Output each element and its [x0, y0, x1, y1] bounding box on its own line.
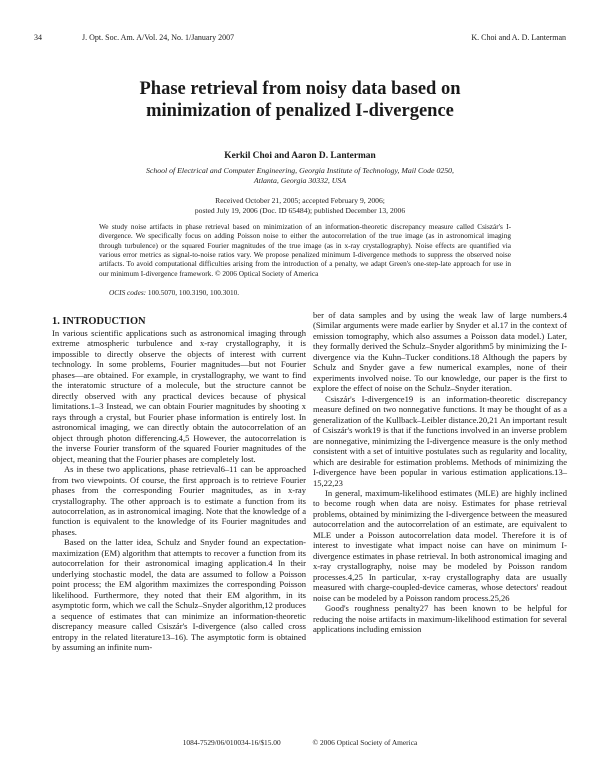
- left-paragraph: As in these two applications, phase retrieval6–11 can be approached from two viewpoints. Of course, the first approach is to retrieve Fourier phases from the corresponding Fourier magnitudes, as in x-ray crystallography. The other approach is to estimate a function from its autocorrelation, as in astronomical imaging. Note that the knowledge of a function is equivalent to the knowledge of its Fourier magnitudes and phases.: [52, 464, 306, 537]
- footer-issn: 1084-7529/06/010034-16/$15.00: [182, 738, 281, 747]
- affiliation-line-1: School of Electrical and Computer Engineering, Georgia Institute of Technology, Mail Code 0250,: [145, 166, 454, 175]
- right-paragraph: ber of data samples and by using the weak law of large numbers.4 (Similar arguments were made earlier by Snyder et al.17 in the context of emission tomography, which also assumes a Poisson data model.) Later, they formally derived the Schulz–Snyder algorithm5 by minimizing the I-divergence via the Kuhn–Tucker conditions.18 Although the papers by Schulz and Snyder gave a few numerical examples, none of their experiments involved noise. To our knowledge, our paper is the first to explore the effect of noise on the Schulz–Snyder iteration.: [313, 310, 567, 394]
- author-list: Kerkil Choi and Aaron D. Lanterman: [224, 151, 376, 161]
- right-column: [313, 310, 567, 635]
- affiliation-line-2: Atlanta, Georgia 30332, USA: [253, 176, 347, 185]
- publication-dates: [60, 196, 540, 216]
- abstract: We study noise artifacts in phase retrieval based on minimization of an information-theoretic discrepancy measure called Csiszár's I-divergence. We specifically focus on adding Poisson noise to either the autocorrelation of the true image (as in astronomical imaging through turbulence) or the squared Fourier magnitudes of the true image (as in x-ray crystallography). Noise effects are quantified via various error metrics as signal-to-noise ratios vary. We propose penalized minimum I-divergence methods to suppress the observed noise artifacts. To avoid computational difficulties arising from the introduction of a penalty, we adapt Green's one-step-late approach for use in our minimum I-divergence framework. © 2006 Optical Society of America: [99, 222, 511, 278]
- ocis-label: OCIS codes:: [109, 288, 147, 297]
- left-paragraph: In various scientific applications such as astronomical imaging through extreme atmospheric turbulence and x-ray crystallography, it is impossible to directly observe the objects of interest with current technology. In some problems, Fourier magnitudes—but not Fourier phases—are obtained. For example, in crystallography, we want to find the interatomic structure of a molecule, but the structure cannot be directly observed with any practical devices because of physical limitations.1–3 Instead, we can obtain Fourier magnitudes by shooting x rays through a crystal, but Fourier phase information is entirely lost. In astronomical imaging, we can directly obtain the autocorrelation of an object through photon differencing.4,5 However, the autocorrelation is the inverse Fourier transform of the squared Fourier magnitudes of the object, meaning that the Fourier phases are completely lost.: [52, 328, 306, 464]
- ocis-codes: [109, 288, 239, 297]
- left-column: [52, 316, 306, 653]
- page-number: 34: [34, 33, 42, 42]
- title-line-1: Phase retrieval from noisy data based on: [139, 79, 461, 99]
- title-line-2: minimization of penalized I-divergence: [146, 101, 454, 121]
- footer-copyright: © 2006 Optical Society of America: [312, 738, 418, 747]
- ocis-values: 100.5070, 100.3190, 100.3010.: [146, 288, 240, 297]
- dates-line-2: posted July 19, 2006 (Doc. ID 65484); published December 13, 2006: [194, 206, 406, 215]
- affiliation: [60, 166, 540, 186]
- right-paragraph: In general, maximum-likelihood estimates (MLE) are highly inclined to become rough when data are noisy. Estimates for phase retrieval problems, obtained by minimizing the I-divergence between the measured autocorrelation and the autocorrelation of an estimate, are equivalent to MLE under a Poisson autocorrelation data model. Therefore it is of interest to investigate what impact noise can have on minimum I-divergence estimates in phase retrieval. In both astronomical imaging and x-ray crystallography, noise may be modeled by Poisson random processes.4,25 In particular, x-ray crystallography data are usually measured with charge-coupled-device cameras, whose detectors' readout noise can be modeled by a Poisson random process.25,26: [313, 487, 567, 603]
- journal-citation: J. Opt. Soc. Am. A/Vol. 24, No. 1/January 2007: [82, 33, 235, 42]
- paper-title: [40, 78, 560, 122]
- section-heading: 1. INTRODUCTION: [52, 316, 146, 327]
- right-paragraph: Csiszár's I-divergence19 is an information-theoretic discrepancy measure defined on two nonnegative functions. It may be thought of as a generalization of the Kullback–Leibler distance.20,21 An important result of Csiszár's work19 is that if the functions involved in an inverse problem are nonnegative, minimizing the I-divergence measure is the only method consistent with a set of intuitive postulates such as regularity and locality, which are desirable for estimation problems. Methods of minimizing the I-divergence have been popular in various estimation applications.13–15,22,23: [313, 393, 567, 488]
- dates-line-1: Received October 21, 2005; accepted February 9, 2006;: [215, 196, 385, 205]
- page-footer: [0, 738, 600, 747]
- left-paragraph: Based on the latter idea, Schulz and Snyder found an expectation-maximization (EM) algorithm that attempts to recover a function from its autocorrelation for their astronomical imaging application.4 In their underlying stochastic model, the data are assumed to follow a Poisson point process; the EM algorithm maximizes the corresponding Poisson likelihood. Furthermore, they noted that their EM algorithm, in its asymptotic form, which we call the Schulz–Snyder algorithm,12 produces a sequence of estimates that can minimize an information-theoretic discrepancy measure called Csiszár's I-divergence (also called cross entropy in the related literature13–16). The asymptotic form is obtained by assuming an infinite num-: [52, 537, 306, 653]
- running-head: [34, 33, 566, 45]
- right-paragraph: Good's roughness penalty27 has been known to be helpful for reducing the noise artifacts in maximum-likelihood estimation for several applications including emission: [313, 603, 567, 635]
- running-head-authors: K. Choi and A. D. Lanterman: [471, 33, 566, 42]
